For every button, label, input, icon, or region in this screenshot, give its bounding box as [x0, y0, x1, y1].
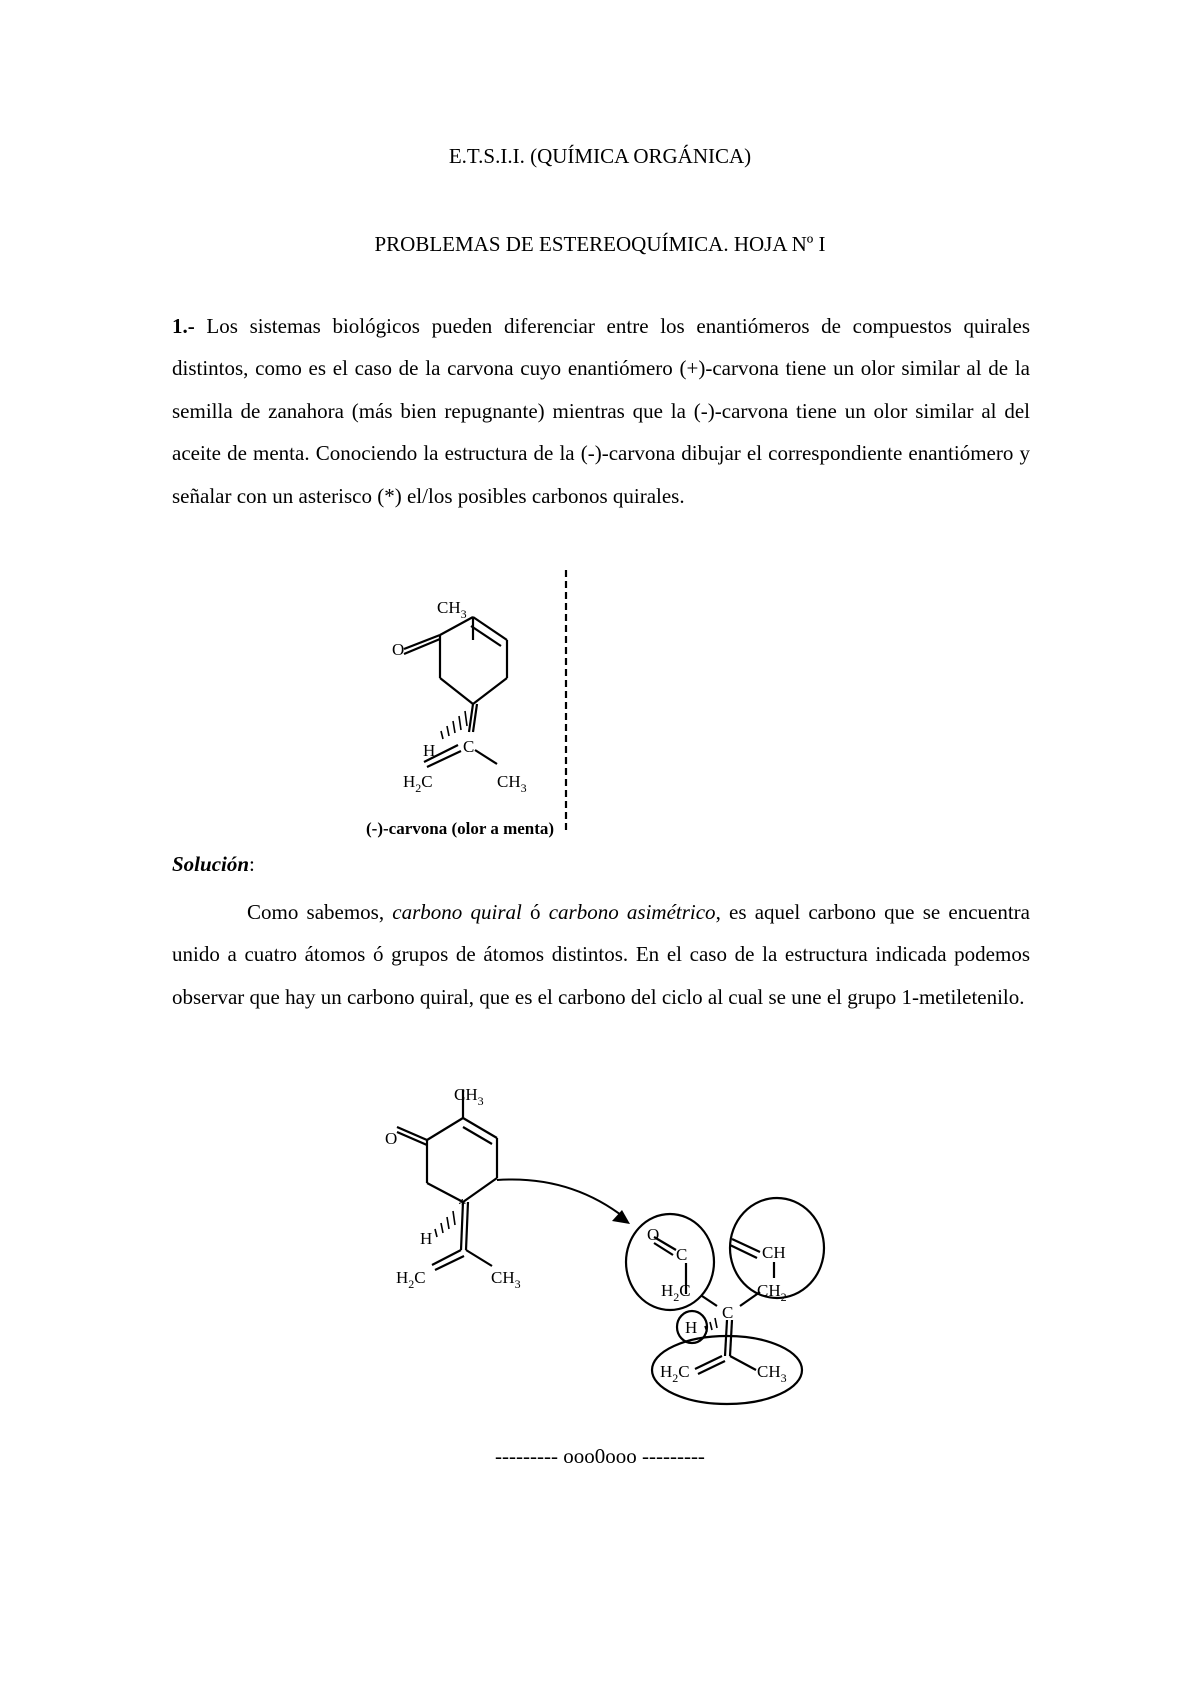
fig1-c-label: C — [463, 737, 475, 756]
arrow — [497, 1179, 630, 1224]
page-subtitle: PROBLEMAS DE ESTEREOQUÍMICA. HOJA Nº I — [374, 232, 826, 256]
solution-structure-left — [397, 1090, 497, 1270]
sub-c1-label: C — [676, 1245, 688, 1264]
fig2-o-label: O — [385, 1129, 398, 1148]
fig1-ch3b-label: $CH_3$ — [497, 772, 527, 795]
page-title: E.T.S.I.I. (QUÍMICA ORGÁNICA) — [448, 144, 752, 168]
end-separator: --------- ooo0ooo --------- — [495, 1444, 705, 1468]
sub-ch2-label: $CH_2$ — [757, 1281, 787, 1304]
sub-h2c-bottom-label: $H_2C$ — [660, 1362, 690, 1385]
problem-number: 1.- — [172, 314, 195, 338]
carvona-structure — [404, 570, 566, 830]
sub-center-c-label: C — [722, 1303, 734, 1322]
solution-label: Solución — [172, 852, 250, 876]
fig2-h-label: H — [420, 1229, 433, 1248]
hashed-wedge-h — [441, 711, 467, 739]
fig2-ch3-label: $CH_3$ — [454, 1085, 484, 1108]
problem-text: Los sistemas biológicos pueden diferenciar entre los enantiómeros de compuestos quirales distintos, como es el caso de la carvona cuyo enantiómero (+)-carvona tiene un olor similar al de la semilla de zanahora (más bien repugnante) mientras que la (-)-carvona tiene un olor similar al del aceite de menta. Conociendo la estructura de la (-)-carvona dibujar el correspondiente enantiómero y señalar con un asterisco (*) el/los posibles carbonos quirales. — [172, 314, 1030, 508]
solution-heading: Solución: — [172, 852, 255, 876]
fig1-caption: (-)-carvona (olor a menta) — [366, 819, 555, 838]
fig1-o-label: O — [392, 640, 405, 659]
fig1-ch3-label: $CH_3$ — [437, 598, 467, 621]
sub-o-label: O — [647, 1225, 660, 1244]
sub-h2c-label: $H_2C$ — [661, 1281, 691, 1304]
solution-paragraph: Como sabemos, carbono quiral ó carbono asimétrico, es aquel carbono que se encuentra unido a cuatro átomos ó grupos de átomos distintos. En el caso de la estructura indicada podemos observar que hay un carbono quiral, que es el carbono del ciclo al cual se une el grupo 1-metiletenilo. — [172, 900, 1030, 1009]
fig2-h2c-label: $H_2C$ — [396, 1268, 426, 1291]
fig2-ch3b-label: $CH_3$ — [491, 1268, 521, 1291]
sub-ch3-label: $CH_3$ — [757, 1362, 787, 1385]
term-carbono-quiral: carbono quiral — [392, 900, 522, 924]
solution-hashed-wedge — [435, 1211, 455, 1237]
fig2-asterisk: * — [458, 1195, 467, 1214]
term-carbono-asimetrico: carbono asimétrico — [548, 900, 716, 924]
sub-ch-label: CH — [762, 1243, 786, 1262]
fig1-h2c-label: $H_2C$ — [403, 772, 433, 795]
fig1-h-label: H — [423, 741, 436, 760]
sub-h-label: H — [685, 1318, 698, 1337]
